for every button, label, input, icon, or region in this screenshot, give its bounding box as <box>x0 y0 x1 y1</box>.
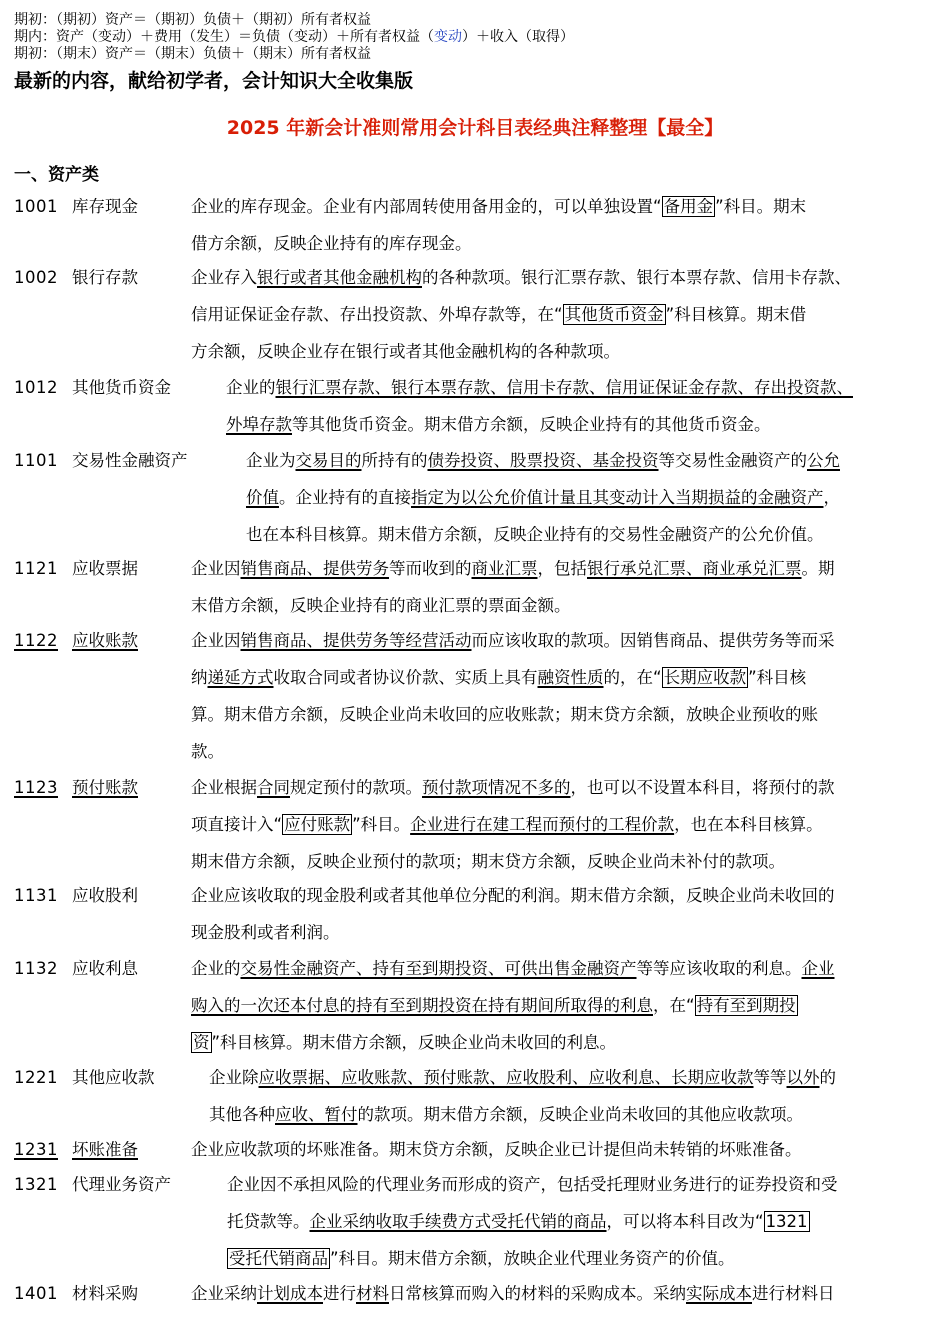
headline: 最新的内容，献给初学者，会计知识大全收集版 <box>14 70 414 92</box>
account-name: 坏账准备 <box>72 1140 138 1159</box>
account-description: 企业根据合同规定预付的款项。预付款项情况不多的，也可以不设置本科目，将预付的款 项直接计入“ 应付账款 ”科目。企业进行在建工程而预付的工程价款，也在本科目核算。 期末借方余额，反映企业预付的款项；期末贷方余额，反映企业尚未补付的款项。 <box>191 778 835 871</box>
account-code: 1122 <box>14 631 58 650</box>
account-description: 企业的库存现金。企业有内部周转使用备用金的，可以单独设置“ 备用金 ”科目。期末 借方余额，反映企业持有的库存现金。 <box>191 197 807 253</box>
account-code: 1001 <box>14 197 58 216</box>
account-name: 其他应收款 <box>72 1068 155 1087</box>
account-code: 1012 <box>14 378 58 397</box>
account-code: 1131 <box>14 886 58 905</box>
account-code: 1101 <box>14 451 58 470</box>
account-description: 企业采纳计划成本进行材料日常核算而购入的材料的采购成本。采纳实际成本进行材料日 <box>191 1284 835 1303</box>
account-code: 1401 <box>14 1284 58 1303</box>
account-name: 材料采购 <box>72 1284 138 1303</box>
account-name: 银行存款 <box>72 268 138 287</box>
account-description: 企业应收款项的坏账准备。期末贷方余额，反映企业已计提但尚未转销的坏账准备。 <box>191 1140 802 1159</box>
document-title: 2025 年新会计准则常用会计科目表经典注释整理【最全】 <box>226 117 724 139</box>
account-code: 1132 <box>14 959 58 978</box>
account-name: 应收股利 <box>72 886 138 905</box>
account-code: 1123 <box>14 778 58 797</box>
equation-line-1: 期初：（期初）资产＝（期初）负债＋（期初）所有者权益 <box>14 12 371 28</box>
account-name: 其他货币资金 <box>72 378 171 397</box>
account-name: 应收账款 <box>72 631 138 650</box>
account-description: 企业因不承担风险的代理业务而形成的资产，包括受托理财业务进行的证券投资和受 托贷款等。企业采纳收取手续费方式受托代销的商品，可以将本科目改为“ 1321 受托代销商品 ”科目。期末借方余额，放映企业代理业务资产的价值。 <box>227 1175 838 1268</box>
equation-line-3: 期初：（期末）资产＝（期末）负债＋（期末）所有者权益 <box>14 46 371 62</box>
section-heading: 一、资产类 <box>14 165 99 185</box>
account-description: 企业因销售商品、提供劳务等经营活动而应该收取的款项。因销售商品、提供劳务等而采 纳递延方式收取合同或者协议价款、实质上具有融资性质的，在“ 长期应收款 ”科目核 算。期末借方余额，反映企业尚未收回的应收账款；期末贷方余额，放映企业预收的账 款。 <box>191 631 835 761</box>
account-description: 企业应该收取的现金股利或者其他单位分配的利润。期末借方余额，反映企业尚未收回的 现金股利或者利润。 <box>191 886 835 942</box>
account-description: 企业的银行汇票存款、银行本票存款、信用卡存款、信用证保证金存款、存出投资款、 外埠存款等其他货币资金。期末借方余额，反映企业持有的其他货币资金。 <box>226 378 853 434</box>
equation-line-2: 期内：资产（变动）＋费用（发生）＝负债（变动）＋所有者权益（变动）＋收入（取得） <box>14 29 574 45</box>
account-description: 企业因销售商品、提供劳务等而收到的商业汇票，包括银行承兑汇票、商业承兑汇票。期 末借方余额，反映企业持有的商业汇票的票面金额。 <box>191 559 835 615</box>
account-name: 代理业务资产 <box>72 1175 171 1194</box>
account-description: 企业的交易性金融资产、持有至到期投资、可供出售金融资产等等应该收取的利息。企业 购入的一次还本付息的持有至到期投资在持有期间所取得的利息，在“ 持有至到期投 资 ”科目核算。期末借方余额，反映企业尚未收回的利息。 <box>191 959 835 1052</box>
account-name: 应收利息 <box>72 959 138 978</box>
account-code: 1002 <box>14 268 58 287</box>
account-name: 预付账款 <box>72 778 138 797</box>
account-name: 库存现金 <box>72 197 138 216</box>
account-code: 1121 <box>14 559 58 578</box>
account-description: 企业为交易目的所持有的债券投资、股票投资、基金投资等交易性金融资产的公允 价值。企业持有的直接指定为以公允价值计量且其变动计入当期损益的金融资产， 也在本科目核算。期末借方余额，反映企业持有的交易性金融资产的公允价值。 <box>246 451 840 544</box>
account-code: 1221 <box>14 1068 58 1087</box>
account-name: 应收票据 <box>72 559 138 578</box>
account-description: 企业除应收票据、应收账款、预付账款、应收股利、应收利息、长期应收款等等以外的 其他各种应收、暂付的款项。期末借方余额，反映企业尚未收回的其他应收款项。 <box>209 1068 836 1124</box>
accounting-equations <box>14 12 574 63</box>
account-code: 1231 <box>14 1140 58 1159</box>
account-description: 企业存入银行或者其他金融机构的各种款项。银行汇票存款、银行本票存款、信用卡存款、 信用证保证金存款、存出投资款、外埠存款等，在“ 其他货币资金 ”科目核算。期末借 方余额，反映企业存在银行或者其他金融机构的各种款项。 <box>191 268 851 361</box>
account-code: 1321 <box>14 1175 58 1194</box>
account-name: 交易性金融资产 <box>72 451 188 470</box>
